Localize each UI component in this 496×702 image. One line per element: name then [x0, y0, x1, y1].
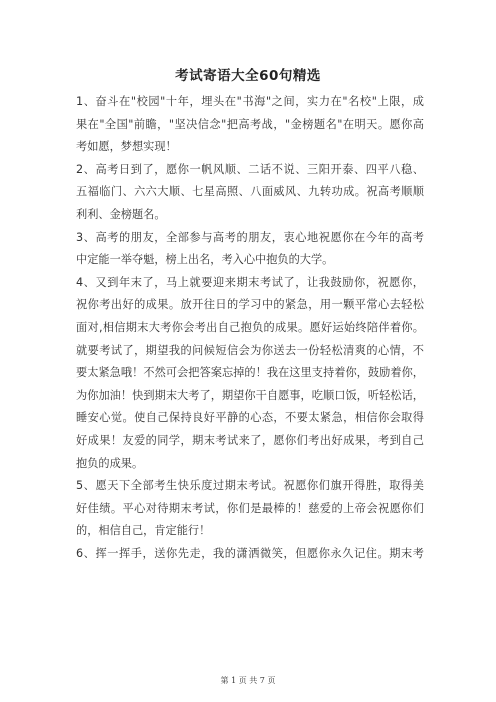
text-line: 要太紧急哦！不然可会把答案忘掉的！我在这里支持着你，鼓励着你，: [76, 366, 424, 380]
text-line: 1、奋斗在"校园"十年，埋头在"书海"之间，实力在"名校"上限，成: [76, 95, 424, 108]
document-body: [76, 91, 424, 565]
text-line: 4、又到年末了，马上就要迎来期末考试了，让我鼓励你，祝愿你，: [76, 275, 424, 289]
text-line: 五福临门、六六大顺、七星高照、八面威风、九转功成。祝高考顺顺: [76, 185, 424, 199]
text-line: 好佳绩。平心对待期末考试，你们是最棒的！慈爱的上帝会祝愿你们: [76, 501, 424, 515]
page-footer: 第 1 页 共 7 页: [220, 676, 276, 685]
text-line: 果在"全国"前瞻，"坚决信念"把高考战，"金榜题名"在明天。愿你高: [76, 117, 424, 131]
text-line: 6、挥一挥手，送你先走，我的潇洒微笑，但愿你永久记住。期末考: [76, 546, 424, 560]
text-line: 利利、金榜题名。: [76, 207, 166, 221]
text-line: 为你加油！快到期末大考了，期望你干自愿事，吃顺口饭，听轻松话，: [76, 388, 424, 402]
text-line: 2、高考日到了，愿你一帆风顺、二话不说、三阳开泰、四平八稳、: [76, 162, 424, 176]
document-title: 考试寄语大全60句精选: [175, 68, 321, 84]
text-line: 就要考试了，期望我的问候短信会为你送去一份轻松清爽的心情，不: [76, 343, 424, 357]
text-line: 考如愿，梦想实现！: [76, 140, 177, 154]
text-line: 3、高考的朋友，全部参与高考的朋友，衷心地祝愿你在今年的高考: [76, 230, 424, 244]
text-line: 中定能一举夺魁，榜上出名，考入心中抱负的大学。: [76, 253, 334, 267]
text-line: 5、愿天下全部考生快乐度过期末考试。祝愿你们旗开得胜，取得美: [76, 479, 424, 493]
text-line: 祝你考出好的成果。放开往日的学习中的紧急，用一颗平常心去轻松: [76, 298, 424, 312]
text-line: 抱负的成果。: [76, 456, 144, 470]
text-line: 好成果！友爱的同学，期末考试来了，愿你们考出好成果，考到自己: [76, 433, 424, 447]
text-line: 面对,相信期末大考你会考出自己抱负的成果。愿好运始终陪伴着你。: [76, 320, 424, 334]
text-line: 的，相信自己，肯定能行！: [76, 524, 211, 538]
text-line: 睡安心觉。使自己保持良好平静的心态，不要太紧急，相信你会取得: [76, 411, 424, 425]
